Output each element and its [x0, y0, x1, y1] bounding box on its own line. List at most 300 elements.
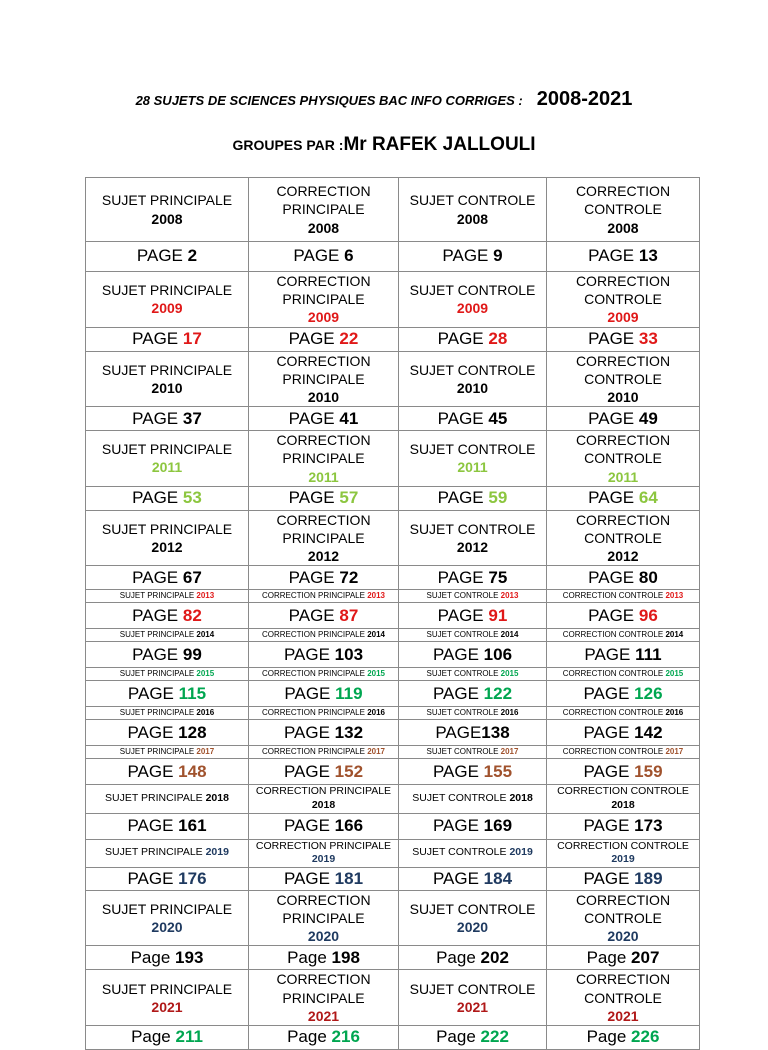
subject-cell — [547, 178, 700, 242]
page-word: PAGE — [437, 329, 484, 349]
subject-year: 2020 — [307, 928, 340, 945]
subject-row — [86, 668, 700, 681]
subject-year: 2021 — [151, 998, 183, 1015]
subject-year: 2017 — [665, 747, 684, 757]
page-number: 87 — [339, 605, 359, 625]
subject-cell — [249, 178, 399, 242]
subject-year: 2013 — [196, 591, 215, 601]
subject-year: 2008 — [456, 210, 489, 227]
subject-year: 2016 — [367, 708, 385, 718]
page-number: 198 — [331, 947, 360, 967]
page-cell — [399, 720, 547, 746]
subject-year: 2020 — [456, 919, 489, 936]
subject-year: 2014 — [367, 630, 385, 640]
subject-cell — [249, 668, 399, 681]
subject-cell — [249, 970, 399, 1026]
subject-cell — [399, 272, 547, 328]
subject-label: CORRECTION PRINCIPALE — [276, 891, 371, 927]
page-word: PAGE — [132, 567, 179, 587]
page-row — [86, 566, 700, 590]
page-cell — [86, 642, 249, 668]
page-word: PAGE — [588, 329, 635, 349]
subject-label: SUJET PRINCIPALE — [101, 192, 233, 209]
page-cell — [86, 566, 249, 590]
page-row — [86, 486, 700, 510]
subject-year: 2013 — [367, 591, 385, 601]
page-word: PAGE — [437, 605, 484, 625]
subject-cell — [249, 707, 399, 720]
page-word: PAGE — [283, 644, 330, 664]
page-number: 6 — [344, 246, 354, 266]
page-cell — [249, 642, 399, 668]
page-word: Page — [131, 1027, 171, 1047]
subject-label: SUJET PRINCIPALE — [101, 441, 233, 458]
subject-label: CORRECTION CONTROLE — [575, 891, 671, 927]
subject-year: 2013 — [665, 591, 684, 601]
page-cell — [399, 867, 547, 890]
subject-year: 2015 — [367, 669, 385, 679]
page-word: Page — [287, 1027, 327, 1047]
page-number: 122 — [483, 683, 513, 703]
subject-year: 2018 — [611, 798, 635, 811]
page-number: 45 — [488, 408, 508, 428]
page-number: 57 — [339, 488, 359, 508]
page-number: 96 — [638, 605, 658, 625]
page-number: 22 — [339, 329, 359, 349]
page-number: 181 — [334, 868, 364, 888]
author-name: Mr RAFEK JALLOULI — [343, 134, 536, 155]
page-word: PAGE — [132, 408, 179, 428]
subject-label: CORRECTION PRINCIPALE — [255, 839, 392, 852]
page-word: PAGE — [283, 722, 330, 742]
subject-label: SUJET CONTROLE — [426, 630, 499, 640]
page-word: PAGE — [288, 329, 335, 349]
page-cell — [86, 759, 249, 785]
subject-year: 2019 — [509, 846, 533, 859]
subject-label: CORRECTION PRINCIPALE — [261, 669, 365, 679]
subject-year: 2012 — [456, 538, 489, 555]
subject-label: SUJET CONTROLE — [426, 669, 499, 679]
subject-year: 2011 — [151, 459, 183, 476]
subject-label: CORRECTION CONTROLE — [562, 630, 664, 640]
subject-label: CORRECTION PRINCIPALE — [276, 352, 371, 387]
page-cell — [86, 407, 249, 431]
subject-label: SUJET PRINCIPALE — [119, 591, 195, 601]
page-cell — [399, 566, 547, 590]
subject-year: 2016 — [196, 708, 215, 718]
subject-cell — [86, 890, 249, 946]
subject-year: 2012 — [607, 548, 639, 565]
page-word: PAGE — [127, 761, 174, 781]
subject-cell — [547, 431, 700, 487]
page-word: PAGE — [288, 408, 335, 428]
page-cell — [547, 603, 700, 629]
subject-cell — [399, 590, 547, 603]
subject-cell — [547, 785, 700, 813]
page-word: Page — [586, 1027, 627, 1047]
subject-label: SUJET CONTROLE — [412, 846, 507, 859]
page-number: 82 — [182, 605, 202, 625]
subject-cell — [249, 785, 399, 813]
page-number: 67 — [182, 567, 202, 587]
subject-year: 2015 — [500, 669, 519, 679]
page-word: Page — [436, 1027, 476, 1047]
page-word: PAGE — [432, 868, 479, 888]
subject-label: SUJET PRINCIPALE — [105, 792, 203, 805]
page-word: PAGE — [583, 722, 630, 742]
subject-label: SUJET PRINCIPALE — [119, 708, 195, 718]
page-cell — [86, 1026, 249, 1050]
page-cell — [86, 242, 249, 272]
page-word: PAGE — [583, 815, 630, 835]
subject-year: 2017 — [500, 747, 519, 757]
page-word: PAGE — [432, 815, 479, 835]
page-word: PAGE — [127, 868, 174, 888]
subject-year: 2016 — [665, 708, 684, 718]
subject-year: 2017 — [367, 747, 385, 757]
page-cell — [547, 946, 700, 970]
subject-cell — [86, 590, 249, 603]
subject-label: CORRECTION CONTROLE — [562, 747, 664, 757]
subject-row — [86, 178, 700, 242]
subject-label: CORRECTION CONTROLE — [575, 183, 671, 218]
subject-year: 2018 — [311, 798, 336, 811]
page-word: PAGE — [442, 246, 489, 266]
subject-cell — [249, 839, 399, 867]
subject-cell — [86, 431, 249, 487]
page-cell — [249, 486, 399, 510]
page-cell — [547, 566, 700, 590]
subject-label: CORRECTION CONTROLE — [557, 785, 689, 798]
subject-cell — [547, 668, 700, 681]
subject-cell — [86, 668, 249, 681]
subject-label: SUJET CONTROLE — [409, 192, 536, 209]
subject-cell — [249, 746, 399, 759]
subject-cell — [547, 351, 700, 407]
page-number: 99 — [182, 644, 202, 664]
page-cell — [86, 946, 249, 970]
subject-label: CORRECTION CONTROLE — [575, 352, 671, 387]
subject-year: 2018 — [509, 792, 533, 805]
page-number: 41 — [339, 408, 359, 428]
page-word: PAGE — [288, 567, 335, 587]
subject-cell — [249, 590, 399, 603]
page-word: PAGE — [127, 722, 174, 742]
subject-label: SUJET PRINCIPALE — [119, 747, 195, 757]
page-word: PAGE — [432, 761, 479, 781]
subject-row — [86, 707, 700, 720]
page-cell — [547, 681, 700, 707]
subject-label: SUJET PRINCIPALE — [119, 630, 195, 640]
page-number: 106 — [483, 644, 513, 664]
subject-cell — [547, 839, 700, 867]
subject-label: CORRECTION CONTROLE — [562, 669, 664, 679]
subject-year: 2019 — [611, 853, 635, 866]
subject-cell — [249, 431, 399, 487]
subject-label: SUJET PRINCIPALE — [105, 846, 203, 859]
page-number: 80 — [638, 567, 658, 587]
page-number: 166 — [334, 815, 364, 835]
subject-row — [86, 839, 700, 867]
page-number: 189 — [634, 868, 663, 888]
subject-year: 2014 — [500, 630, 519, 640]
page-cell — [249, 681, 399, 707]
subject-cell — [547, 272, 700, 328]
page-row — [86, 1026, 700, 1050]
page-number: 115 — [178, 683, 207, 703]
subject-cell — [547, 707, 700, 720]
subject-label: CORRECTION CONTROLE — [575, 432, 671, 467]
page-cell — [547, 720, 700, 746]
subject-label: SUJET PRINCIPALE — [119, 669, 195, 679]
page-cell — [399, 1026, 547, 1050]
page-cell — [399, 759, 547, 785]
subject-year: 2008 — [307, 219, 340, 236]
page-number: 184 — [483, 868, 513, 888]
page-word: PAGE — [127, 683, 174, 703]
subject-cell — [399, 351, 547, 407]
subject-label: SUJET CONTROLE — [426, 591, 499, 601]
subject-cell — [399, 668, 547, 681]
subject-label: CORRECTION CONTROLE — [575, 273, 671, 308]
page-cell — [249, 407, 399, 431]
page-row — [86, 867, 700, 890]
page-cell — [86, 720, 249, 746]
page-number: 72 — [339, 567, 359, 587]
page-cell — [249, 946, 399, 970]
subject-year: 2010 — [307, 388, 340, 405]
page-word: PAGE — [435, 722, 482, 742]
page-number: 103 — [334, 644, 364, 664]
subject-year: 2009 — [607, 309, 639, 326]
subject-label: CORRECTION CONTROLE — [562, 708, 664, 718]
subject-row — [86, 590, 700, 603]
subject-cell — [547, 746, 700, 759]
subject-cell — [86, 272, 249, 328]
subject-label: SUJET CONTROLE — [409, 441, 536, 458]
page-word: PAGE — [437, 488, 484, 508]
page-number: 53 — [182, 488, 202, 508]
page-word: PAGE — [583, 868, 630, 888]
subject-row — [86, 785, 700, 813]
subject-cell — [249, 272, 399, 328]
page-number: 148 — [178, 761, 207, 781]
subject-label: SUJET PRINCIPALE — [101, 361, 233, 378]
document-subtitle — [0, 134, 768, 156]
subject-label: CORRECTION PRINCIPALE — [261, 747, 365, 757]
subject-year: 2021 — [456, 998, 489, 1015]
subject-year: 2017 — [196, 747, 215, 757]
page-cell — [86, 681, 249, 707]
page-number: 202 — [480, 947, 509, 967]
subject-label: CORRECTION PRINCIPALE — [276, 273, 371, 308]
subject-row — [86, 890, 700, 946]
page-cell — [547, 759, 700, 785]
page-row — [86, 946, 700, 970]
subject-label: SUJET CONTROLE — [409, 520, 536, 537]
page-cell — [249, 1026, 399, 1050]
subject-row — [86, 510, 700, 566]
page-word: PAGE — [588, 488, 635, 508]
subject-cell — [399, 890, 547, 946]
page-number: 9 — [493, 246, 503, 266]
document-title — [0, 88, 768, 111]
page-row — [86, 720, 700, 746]
subject-year: 2015 — [196, 669, 215, 679]
subtitle-prefix: GROUPES PAR : — [232, 137, 344, 153]
subject-cell — [399, 629, 547, 642]
subject-cell — [86, 707, 249, 720]
page-row — [86, 813, 700, 839]
page-word: PAGE — [136, 246, 183, 266]
page-word: PAGE — [437, 567, 484, 587]
page-word: PAGE — [284, 683, 331, 703]
page-word: PAGE — [432, 644, 479, 664]
subject-year: 2011 — [308, 468, 339, 485]
page-word: PAGE — [288, 605, 335, 625]
page-cell — [249, 813, 399, 839]
page-number: 126 — [634, 683, 663, 703]
subject-cell — [249, 510, 399, 566]
subject-year: 2015 — [665, 669, 684, 679]
page-row — [86, 327, 700, 351]
subject-cell — [547, 590, 700, 603]
subject-cell — [86, 839, 249, 867]
page-number: 207 — [631, 947, 660, 967]
subject-cell — [399, 707, 547, 720]
title-years: 2008-2021 — [536, 88, 633, 110]
page-number: 142 — [634, 722, 663, 742]
subject-row — [86, 272, 700, 328]
subject-year: 2009 — [456, 300, 489, 317]
subject-label: SUJET CONTROLE — [409, 901, 536, 917]
page-word: Page — [436, 947, 476, 967]
page-cell — [86, 603, 249, 629]
subject-row — [86, 351, 700, 407]
page-word: PAGE — [283, 868, 330, 888]
page-word: PAGE — [288, 488, 335, 508]
page-cell — [547, 242, 700, 272]
page-word: PAGE — [432, 683, 479, 703]
page-number: 111 — [635, 644, 662, 664]
page-cell — [249, 603, 399, 629]
subject-label: SUJET PRINCIPALE — [101, 901, 233, 917]
page-word: PAGE — [132, 644, 179, 664]
subject-label: CORRECTION PRINCIPALE — [276, 971, 371, 1006]
subject-cell — [399, 746, 547, 759]
subject-cell — [399, 785, 547, 813]
page-row — [86, 603, 700, 629]
page-word: PAGE — [132, 488, 179, 508]
subject-year: 2014 — [665, 630, 684, 640]
page-cell — [547, 407, 700, 431]
subject-row — [86, 629, 700, 642]
page-number: 138 — [481, 722, 510, 742]
subject-year: 2018 — [205, 792, 229, 805]
page-cell — [86, 486, 249, 510]
title-text: 28 SUJETS DE SCIENCES PHYSIQUES BAC INFO CORRIGES : — [135, 93, 523, 108]
page-number: 37 — [182, 408, 202, 428]
subject-label: SUJET CONTROLE — [409, 361, 536, 378]
page-cell — [399, 486, 547, 510]
subject-label: CORRECTION PRINCIPALE — [261, 630, 365, 640]
subject-label: SUJET CONTROLE — [412, 792, 507, 805]
subject-cell — [399, 510, 547, 566]
subject-label: SUJET CONTROLE — [426, 747, 499, 757]
page-number: 13 — [638, 246, 658, 266]
page-cell — [399, 946, 547, 970]
page-cell — [547, 486, 700, 510]
subject-row — [86, 431, 700, 487]
subject-cell — [547, 629, 700, 642]
page-row — [86, 242, 700, 272]
page-number: 33 — [638, 329, 658, 349]
page-cell — [86, 327, 249, 351]
page-number: 59 — [488, 488, 508, 508]
page-word: Page — [586, 947, 627, 967]
subject-label: CORRECTION PRINCIPALE — [276, 432, 371, 467]
subject-cell — [547, 510, 700, 566]
subject-label: CORRECTION CONTROLE — [557, 839, 689, 852]
subject-year: 2010 — [456, 379, 489, 396]
page-number: 155 — [483, 761, 513, 781]
subject-year: 2014 — [196, 630, 215, 640]
page-word: PAGE — [132, 605, 179, 625]
page-cell — [249, 566, 399, 590]
subject-cell — [399, 839, 547, 867]
page-number: 119 — [335, 683, 363, 703]
page-number: 169 — [483, 815, 513, 835]
subject-label: SUJET PRINCIPALE — [101, 980, 233, 997]
page-word: PAGE — [283, 815, 330, 835]
subject-cell — [249, 890, 399, 946]
subject-year: 2019 — [311, 853, 336, 866]
subject-year: 2013 — [500, 591, 519, 601]
page-number: 159 — [634, 761, 663, 781]
subject-label: CORRECTION CONTROLE — [575, 511, 671, 546]
page-cell — [249, 327, 399, 351]
page-word: PAGE — [132, 329, 179, 349]
subject-cell — [547, 890, 700, 946]
page-cell — [399, 242, 547, 272]
subject-year: 2016 — [500, 708, 519, 718]
page-cell — [86, 867, 249, 890]
page-word: Page — [287, 947, 327, 967]
subject-label: CORRECTION CONTROLE — [575, 971, 671, 1006]
subject-year: 2012 — [151, 538, 183, 555]
page-number: 216 — [331, 1027, 360, 1047]
subject-cell — [86, 510, 249, 566]
subject-cell — [86, 746, 249, 759]
page-number: 132 — [334, 722, 364, 742]
subject-label: CORRECTION PRINCIPALE — [261, 591, 365, 601]
page-word: PAGE — [583, 683, 630, 703]
page-cell — [399, 603, 547, 629]
page-number: 193 — [175, 947, 204, 967]
subject-label: CORRECTION PRINCIPALE — [255, 785, 392, 798]
subject-cell — [399, 178, 547, 242]
page-cell — [547, 813, 700, 839]
page-number: 17 — [182, 329, 202, 349]
page-word: PAGE — [588, 567, 635, 587]
page-word: PAGE — [127, 815, 174, 835]
page-word: PAGE — [583, 761, 630, 781]
subject-label: SUJET CONTROLE — [409, 282, 536, 299]
page-word: PAGE — [283, 761, 330, 781]
page-cell — [547, 642, 700, 668]
subject-row — [86, 746, 700, 759]
page-cell — [399, 642, 547, 668]
